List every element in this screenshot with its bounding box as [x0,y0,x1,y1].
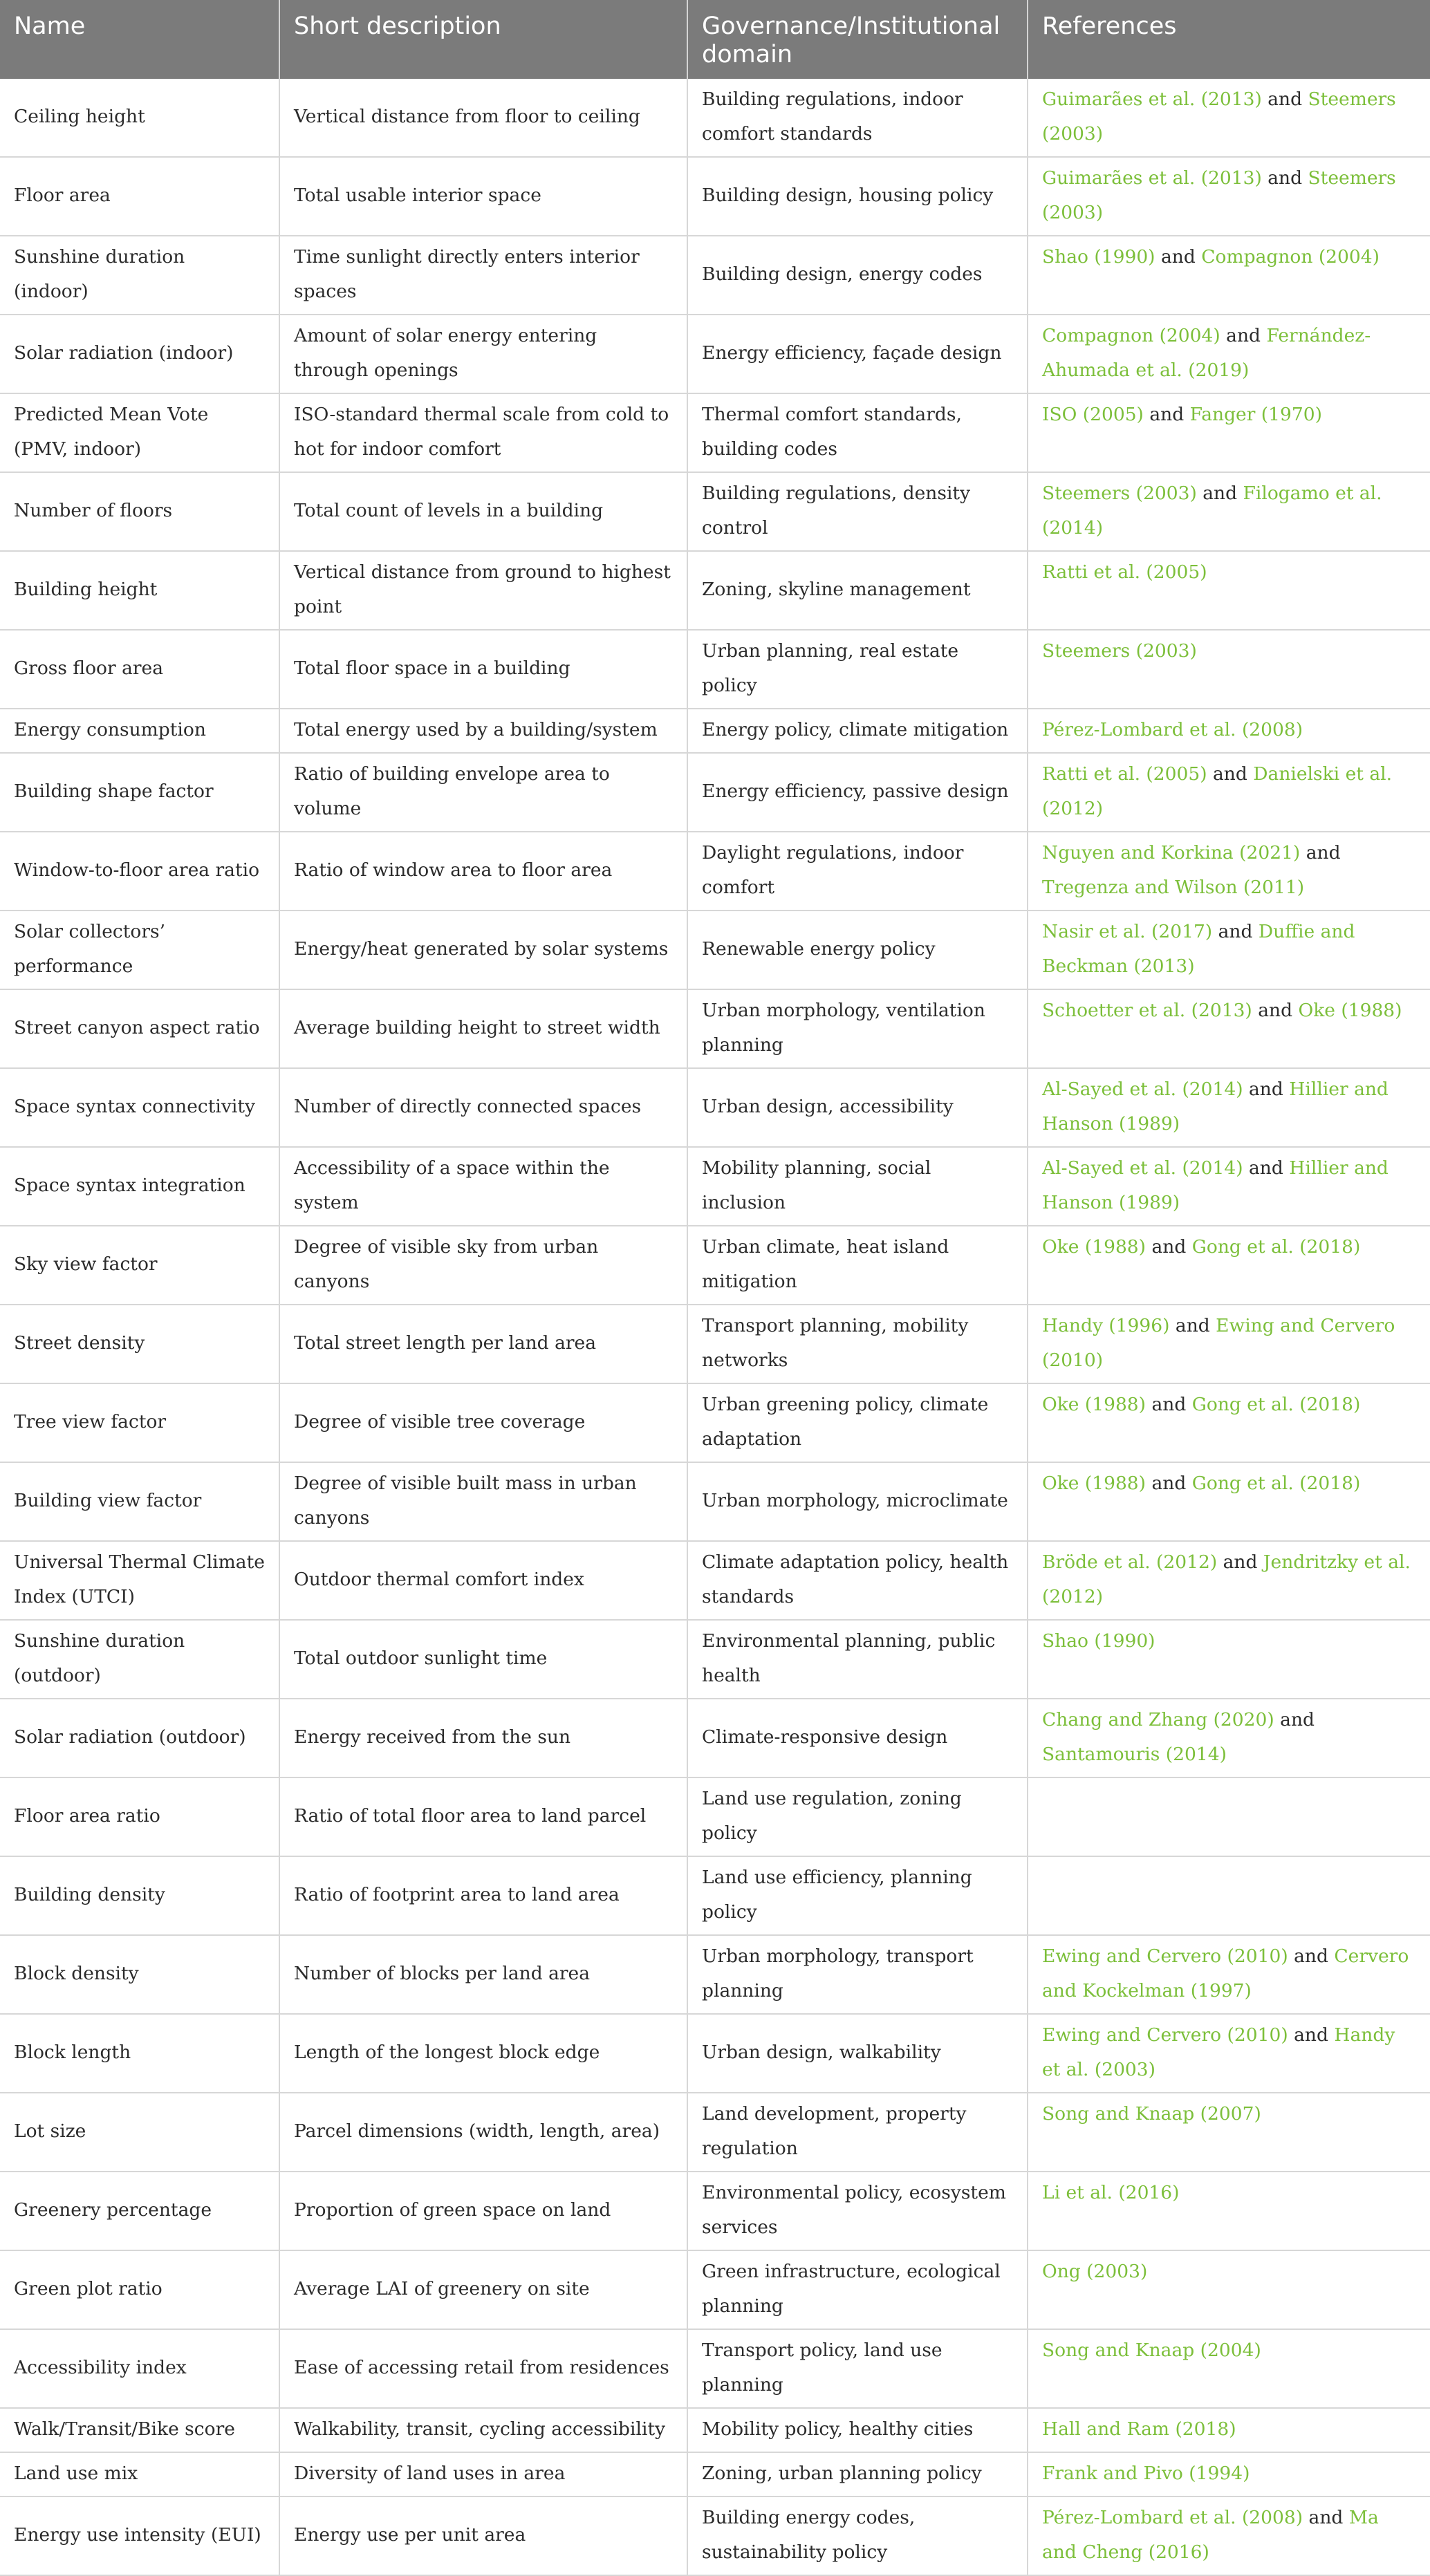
reference-link[interactable]: Steemers (2003) [1042,88,1396,144]
cell-references [1028,551,1430,630]
cell-references [1028,2093,1430,2172]
table-row [0,79,1430,157]
reference-link[interactable]: Steemers (2003) [1042,640,1197,662]
table-row [0,2250,1430,2329]
cell-description: Outdoor thermal comfort index [279,1541,687,1620]
cell-description: Parcel dimensions (width, length, area) [279,2093,687,2172]
cell-name: Solar radiation (outdoor) [0,1699,279,1777]
table-row [0,1383,1430,1462]
cell-description: Average LAI of greenery on site [279,2250,687,2329]
reference-link[interactable]: Ewing and Cervero (2010) [1042,1315,1395,1371]
cell-references [1028,2329,1430,2408]
cell-domain: Zoning, skyline management [687,551,1028,630]
cell-domain: Building design, energy codes [687,236,1028,315]
cell-description: ISO-standard thermal scale from cold to hot for indoor comfort [279,393,687,472]
table-row [0,2496,1430,2575]
cell-references [1028,1383,1430,1462]
cell-references [1028,1462,1430,1541]
table-row [0,989,1430,1068]
reference-conjunction: and [1249,1157,1283,1179]
reference-conjunction: and [1258,1000,1293,1021]
reference-link[interactable]: Handy et al. (2003) [1042,2024,1395,2080]
reference-conjunction: and [1202,483,1238,504]
cell-name: Lot size [0,2093,279,2172]
reference-link[interactable]: Fernández-Ahumada et al. (2019) [1042,325,1371,381]
reference-link[interactable]: Al-Sayed et al. (2014) [1042,1079,1243,1100]
table-row [0,1462,1430,1541]
cell-references [1028,2014,1430,2093]
reference-link[interactable]: Hall and Ram (2018) [1042,2418,1236,2440]
reference-link[interactable]: Song and Knaap (2007) [1042,2103,1261,2125]
reference-link[interactable]: Frank and Pivo (1994) [1042,2463,1250,2484]
cell-name: Floor area [0,157,279,236]
reference-link[interactable]: Guimarães et al. (2013) [1042,88,1262,110]
table-row [0,236,1430,315]
cell-name: Sunshine duration (indoor) [0,236,279,315]
cell-domain: Energy efficiency, passive design [687,753,1028,832]
table-row [0,1856,1430,1935]
table-body [0,79,1430,2575]
reference-link[interactable]: Nguyen and Korkina (2021) [1042,842,1301,864]
cell-name: Space syntax connectivity [0,1068,279,1147]
reference-link[interactable]: ISO (2005) [1042,404,1144,425]
cell-references [1028,1699,1430,1777]
reference-conjunction: and [1306,842,1341,864]
reference-link[interactable]: Tregenza and Wilson (2011) [1042,877,1305,898]
cell-description: Ratio of total floor area to land parcel [279,1777,687,1856]
reference-link[interactable]: Filogamo et al. (2014) [1042,483,1382,539]
cell-domain: Building energy codes, sustainability policy [687,2496,1028,2575]
reference-conjunction: and [1151,1236,1187,1258]
header-name: Name [0,0,279,79]
reference-conjunction: and [1149,404,1185,425]
cell-domain: Urban morphology, ventilation planning [687,989,1028,1068]
reference-link[interactable]: Gong et al. (2018) [1191,1236,1361,1258]
cell-description: Time sunlight directly enters interior spaces [279,236,687,315]
reference-link[interactable]: Hillier and Hanson (1989) [1042,1079,1389,1135]
reference-link[interactable]: Handy (1996) [1042,1315,1170,1336]
table-row [0,1147,1430,1226]
table-row [0,1620,1430,1699]
reference-link[interactable]: Gong et al. (2018) [1191,1394,1361,1415]
reference-conjunction: and [1268,167,1303,189]
reference-link[interactable]: Jendritzky et al. (2012) [1042,1551,1411,1607]
table-row [0,630,1430,709]
cell-description: Ratio of footprint area to land area [279,1856,687,1935]
table-row [0,1226,1430,1305]
table-row [0,393,1430,472]
cell-domain: Mobility planning, social inclusion [687,1147,1028,1226]
header-references: References [1028,0,1430,79]
reference-link[interactable]: Ong (2003) [1042,2261,1148,2282]
reference-link[interactable]: Gong et al. (2018) [1191,1473,1361,1494]
cell-references [1028,472,1430,551]
table-row [0,2408,1430,2452]
table-row [0,1699,1430,1777]
reference-conjunction: and [1268,88,1303,110]
cell-domain: Land use efficiency, planning policy [687,1856,1028,1935]
cell-name: Building density [0,1856,279,1935]
cell-references [1028,989,1430,1068]
cell-domain: Green infrastructure, ecological planning [687,2250,1028,2329]
reference-link[interactable]: Song and Knaap (2004) [1042,2340,1261,2361]
reference-conjunction: and [1280,1709,1315,1730]
cell-name: Walk/Transit/Bike score [0,2408,279,2452]
cell-name: Solar radiation (indoor) [0,315,279,393]
cell-references [1028,1777,1430,1856]
cell-name: Energy consumption [0,709,279,753]
cell-name: Greenery percentage [0,2172,279,2250]
cell-domain: Urban planning, real estate policy [687,630,1028,709]
cell-references [1028,2172,1430,2250]
table-row [0,753,1430,832]
table-row [0,832,1430,911]
cell-description: Diversity of land uses in area [279,2452,687,2496]
cell-domain: Environmental planning, public health [687,1620,1028,1699]
cell-name: Green plot ratio [0,2250,279,2329]
reference-link[interactable]: Pérez-Lombard et al. (2008) [1042,719,1303,740]
cell-name: Accessibility index [0,2329,279,2408]
reference-link[interactable]: Compagnon (2004) [1201,246,1380,268]
header-governance-domain: Governance/Institutional domain [687,0,1028,79]
cell-references [1028,709,1430,753]
table-row [0,472,1430,551]
cell-domain: Building design, housing policy [687,157,1028,236]
reference-link[interactable]: Oke (1988) [1042,1473,1146,1494]
reference-link[interactable]: Oke (1988) [1298,1000,1402,1021]
table-row [0,315,1430,393]
reference-conjunction: and [1308,2507,1344,2528]
cell-name: Energy use intensity (EUI) [0,2496,279,2575]
reference-link[interactable]: Shao (1990) [1042,1630,1155,1652]
cell-domain: Transport policy, land use planning [687,2329,1028,2408]
table-row [0,157,1430,236]
reference-conjunction: and [1213,763,1247,785]
reference-link[interactable]: Al-Sayed et al. (2014) [1042,1157,1243,1179]
table-row [0,1305,1430,1383]
cell-references [1028,393,1430,472]
cell-domain: Energy policy, climate mitigation [687,709,1028,753]
reference-conjunction: and [1226,325,1261,346]
cell-references [1028,753,1430,832]
cell-description: Total outdoor sunlight time [279,1620,687,1699]
cell-references [1028,911,1430,989]
cell-domain: Urban climate, heat island mitigation [687,1226,1028,1305]
cell-domain: Renewable energy policy [687,911,1028,989]
reference-link[interactable]: Steemers (2003) [1042,167,1396,223]
cell-domain: Urban design, walkability [687,2014,1028,2093]
reference-link[interactable]: Ratti et al. (2005) [1042,763,1207,785]
cell-domain: Mobility policy, healthy cities [687,2408,1028,2452]
cell-name: Number of floors [0,472,279,551]
cell-description: Length of the longest block edge [279,2014,687,2093]
cell-references [1028,2452,1430,2496]
table-row [0,551,1430,630]
table-row [0,2452,1430,2496]
cell-references [1028,1620,1430,1699]
cell-name: Predicted Mean Vote (PMV, indoor) [0,393,279,472]
cell-description: Number of blocks per land area [279,1935,687,2014]
cell-description: Ratio of building envelope area to volume [279,753,687,832]
reference-link[interactable]: Ratti et al. (2005) [1042,561,1207,583]
reference-link[interactable]: Ma and Cheng (2016) [1042,2507,1379,2563]
reference-conjunction: and [1151,1394,1187,1415]
cell-domain: Climate-responsive design [687,1699,1028,1777]
cell-description: Vertical distance from ground to highest point [279,551,687,630]
cell-references [1028,832,1430,911]
reference-conjunction: and [1223,1551,1258,1573]
cell-domain: Urban greening policy, climate adaptation [687,1383,1028,1462]
table-row [0,1777,1430,1856]
reference-link[interactable]: Fanger (1970) [1189,404,1322,425]
reference-conjunction: and [1175,1315,1210,1336]
cell-domain: Urban morphology, microclimate [687,1462,1028,1541]
cell-name: Street canyon aspect ratio [0,989,279,1068]
table-row [0,1068,1430,1147]
cell-references [1028,1147,1430,1226]
reference-link[interactable]: Ewing and Cervero (2010) [1042,1945,1288,1967]
cell-references [1028,1226,1430,1305]
cell-domain: Environmental policy, ecosystem services [687,2172,1028,2250]
reference-link[interactable]: Danielski et al. (2012) [1042,763,1393,819]
table-row [0,2014,1430,2093]
cell-domain: Building regulations, density control [687,472,1028,551]
reference-conjunction: and [1294,2024,1328,2046]
cell-domain: Land development, property regulation [687,2093,1028,2172]
cell-name: Solar collectors’ performance [0,911,279,989]
cell-references [1028,1935,1430,2014]
cell-description: Vertical distance from floor to ceiling [279,79,687,157]
cell-domain: Transport planning, mobility networks [687,1305,1028,1383]
cell-description: Degree of visible built mass in urban canyons [279,1462,687,1541]
cell-name: Sunshine duration (outdoor) [0,1620,279,1699]
cell-name: Window-to-floor area ratio [0,832,279,911]
table-row [0,2172,1430,2250]
cell-description: Total street length per land area [279,1305,687,1383]
cell-description: Total usable interior space [279,157,687,236]
cell-references [1028,2496,1430,2575]
cell-name: Floor area ratio [0,1777,279,1856]
cell-domain: Building regulations, indoor comfort standards [687,79,1028,157]
table-row [0,1935,1430,2014]
cell-references [1028,630,1430,709]
table-row [0,2329,1430,2408]
cell-references [1028,236,1430,315]
cell-description: Total energy used by a building/system [279,709,687,753]
cell-domain: Urban morphology, transport planning [687,1935,1028,2014]
reference-link[interactable]: Duffie and Beckman (2013) [1042,921,1355,977]
reference-conjunction: and [1294,1945,1328,1967]
reference-link[interactable]: Bröde et al. (2012) [1042,1551,1218,1573]
cell-description: Average building height to street width [279,989,687,1068]
cell-references [1028,157,1430,236]
reference-link[interactable]: Nasir et al. (2017) [1042,921,1213,942]
reference-conjunction: and [1249,1079,1283,1100]
cell-references [1028,2250,1430,2329]
reference-conjunction: and [1218,921,1253,942]
header-row [0,0,1430,79]
reference-link[interactable]: Shao (1990) [1042,246,1155,268]
reference-link[interactable]: Santamouris (2014) [1042,1744,1227,1765]
cell-name: Ceiling height [0,79,279,157]
reference-link[interactable]: Li et al. (2016) [1042,2182,1180,2203]
table-header [0,0,1430,79]
reference-link[interactable]: Ewing and Cervero (2010) [1042,2024,1288,2046]
cell-references [1028,1541,1430,1620]
reference-link[interactable]: Hillier and Hanson (1989) [1042,1157,1389,1213]
cell-name: Street density [0,1305,279,1383]
cell-description: Number of directly connected spaces [279,1068,687,1147]
cell-name: Space syntax integration [0,1147,279,1226]
cell-description: Ratio of window area to floor area [279,832,687,911]
reference-link[interactable]: Oke (1988) [1042,1394,1146,1415]
reference-link[interactable]: Pérez-Lombard et al. (2008) [1042,2507,1303,2528]
cell-description: Degree of visible sky from urban canyons [279,1226,687,1305]
cell-name: Building view factor [0,1462,279,1541]
cell-domain: Energy efficiency, façade design [687,315,1028,393]
reference-conjunction: and [1151,1473,1187,1494]
cell-domain: Urban design, accessibility [687,1068,1028,1147]
cell-description: Amount of solar energy entering through openings [279,315,687,393]
cell-name: Gross floor area [0,630,279,709]
cell-references [1028,315,1430,393]
cell-name: Building height [0,551,279,630]
cell-name: Sky view factor [0,1226,279,1305]
cell-name: Land use mix [0,2452,279,2496]
cell-domain: Daylight regulations, indoor comfort [687,832,1028,911]
table-row [0,2093,1430,2172]
reference-link[interactable]: Chang and Zhang (2020) [1042,1709,1274,1730]
cell-domain: Land use regulation, zoning policy [687,1777,1028,1856]
reference-link[interactable]: Guimarães et al. (2013) [1042,167,1262,189]
header-short-description: Short description [279,0,687,79]
reference-conjunction: and [1160,246,1196,268]
table-row [0,911,1430,989]
cell-description: Degree of visible tree coverage [279,1383,687,1462]
reference-link[interactable]: Schoetter et al. (2013) [1042,1000,1252,1021]
cell-description: Ease of accessing retail from residences [279,2329,687,2408]
table-row [0,709,1430,753]
cell-description: Energy use per unit area [279,2496,687,2575]
cell-description: Walkability, transit, cycling accessibility [279,2408,687,2452]
cell-name: Building shape factor [0,753,279,832]
cell-name: Universal Thermal Climate Index (UTCI) [0,1541,279,1620]
cell-references [1028,1856,1430,1935]
cell-domain: Thermal comfort standards, building codes [687,393,1028,472]
cell-description: Total floor space in a building [279,630,687,709]
cell-name: Block density [0,1935,279,2014]
cell-description: Proportion of green space on land [279,2172,687,2250]
cell-references [1028,2408,1430,2452]
cell-references [1028,1068,1430,1147]
reference-link[interactable]: Steemers (2003) [1042,483,1197,504]
reference-link[interactable]: Cervero and Kockelman (1997) [1042,1945,1409,2001]
cell-name: Tree view factor [0,1383,279,1462]
cell-domain: Zoning, urban planning policy [687,2452,1028,2496]
table-row [0,1541,1430,1620]
cell-references [1028,79,1430,157]
reference-link[interactable]: Compagnon (2004) [1042,325,1220,346]
cell-name: Block length [0,2014,279,2093]
reference-link[interactable]: Oke (1988) [1042,1236,1146,1258]
cell-description: Total count of levels in a building [279,472,687,551]
cell-description: Energy received from the sun [279,1699,687,1777]
cell-description: Accessibility of a space within the system [279,1147,687,1226]
cell-description: Energy/heat generated by solar systems [279,911,687,989]
cell-references [1028,1305,1430,1383]
cell-domain: Climate adaptation policy, health standards [687,1541,1028,1620]
